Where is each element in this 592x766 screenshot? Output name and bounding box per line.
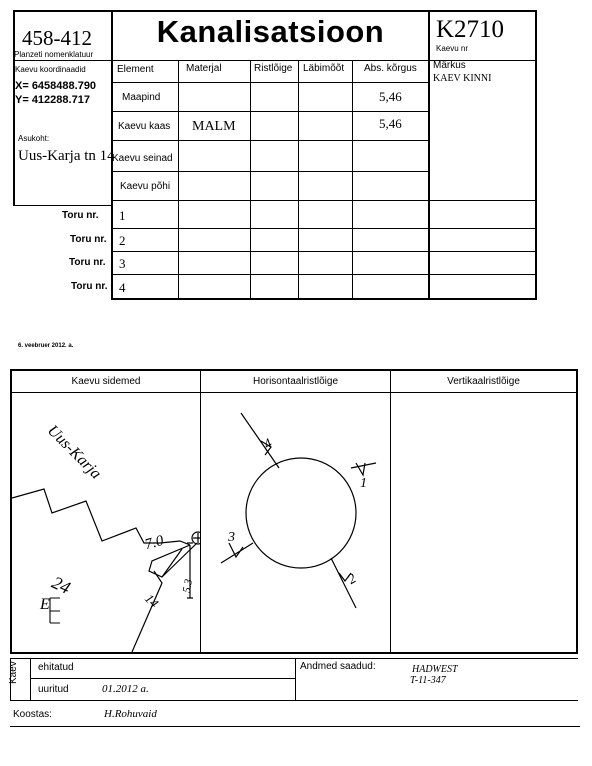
pipe-number: 1	[119, 208, 126, 223]
plot-letter	[50, 598, 60, 623]
plot-number: 24	[48, 572, 74, 598]
property-line	[162, 543, 197, 577]
date-stamp: 6. veebruer 2012. a.	[18, 343, 74, 349]
pipe-marker: 1	[360, 476, 367, 491]
coord-y: Y= 412288.717	[15, 94, 90, 106]
col-material: Materjal	[186, 63, 222, 74]
pipe-label: Toru nr.	[71, 281, 108, 292]
pipe-line	[351, 463, 376, 468]
distance-label: 7.0	[143, 532, 166, 554]
property-line	[132, 571, 162, 652]
pipe-line	[241, 413, 279, 468]
compiled-value: H.Rohuvaid	[104, 708, 157, 720]
pipe-number: 4	[119, 280, 126, 295]
pipe-marker: 4	[261, 436, 276, 453]
well-label: Kaevu nr	[436, 44, 469, 53]
source-label: Andmed saadud:	[300, 661, 376, 672]
row-element: Kaevu kaas	[118, 121, 171, 132]
coord-x: X= 6458488.790	[15, 80, 97, 92]
coords-label: Kaevu koordinaadid	[15, 65, 86, 74]
compiled-label: Koostas:	[13, 709, 52, 720]
row-height: 5,46	[379, 89, 402, 104]
location-label: Asukoht:	[18, 134, 50, 143]
row-element: Kaevu põhi	[120, 181, 171, 192]
street-name: Uus-Karja	[43, 422, 105, 483]
pipe-label: Toru nr.	[70, 234, 107, 245]
col-height: Abs. kõrgus	[364, 63, 417, 74]
surveyed-label: uuritud	[38, 684, 69, 695]
pipe-marker: 2	[345, 571, 360, 588]
row-height: 5,46	[379, 116, 402, 131]
source-code: T-11-347	[410, 675, 446, 686]
pipe-number: 3	[119, 256, 126, 271]
note-value: KAEV KINNI	[433, 73, 492, 84]
surveyed-value: 01.2012 a.	[102, 683, 149, 695]
source-name: HADWEST	[412, 664, 458, 675]
pipe-label: Toru nr.	[69, 257, 106, 268]
kaev-label: Kaev	[8, 661, 19, 684]
page-title: Kanalisatsioon	[156, 14, 385, 49]
built-label: ehitatud	[38, 662, 74, 673]
distance-label: 5.3	[180, 578, 195, 594]
plan-number: 458-412	[22, 26, 92, 50]
panel-title-horizontal: Horisontaalristlõige	[252, 376, 339, 387]
row-element: Kaevu seinad	[112, 153, 173, 164]
col-cross-section: Ristlõige	[254, 63, 293, 74]
col-note: Märkus	[433, 60, 466, 71]
panel-title-vertical: Vertikaalristlõige	[447, 376, 520, 387]
panel-title-connections: Kaevu sidemed	[71, 376, 141, 387]
location-value: Uus-Karja tn 14	[18, 148, 115, 164]
plot-number: 14	[141, 590, 162, 611]
well-circle	[246, 458, 356, 568]
col-element: Element	[117, 64, 154, 75]
building-outline	[12, 489, 190, 545]
plan-label: Planzeti nomenklatuur	[14, 50, 94, 59]
col-diameter: Läbimõõt	[303, 63, 345, 74]
row-material: MALM	[192, 119, 236, 134]
row-element: Maapind	[122, 92, 161, 103]
plot-letter-text: E	[40, 596, 50, 613]
pipe-marker: 3	[228, 530, 235, 545]
pipe-label: Toru nr.	[62, 210, 99, 221]
pipe-number: 2	[119, 233, 126, 248]
horizontal-section	[201, 393, 390, 652]
pipe-line	[221, 543, 253, 563]
well-number: K2710	[436, 16, 505, 43]
